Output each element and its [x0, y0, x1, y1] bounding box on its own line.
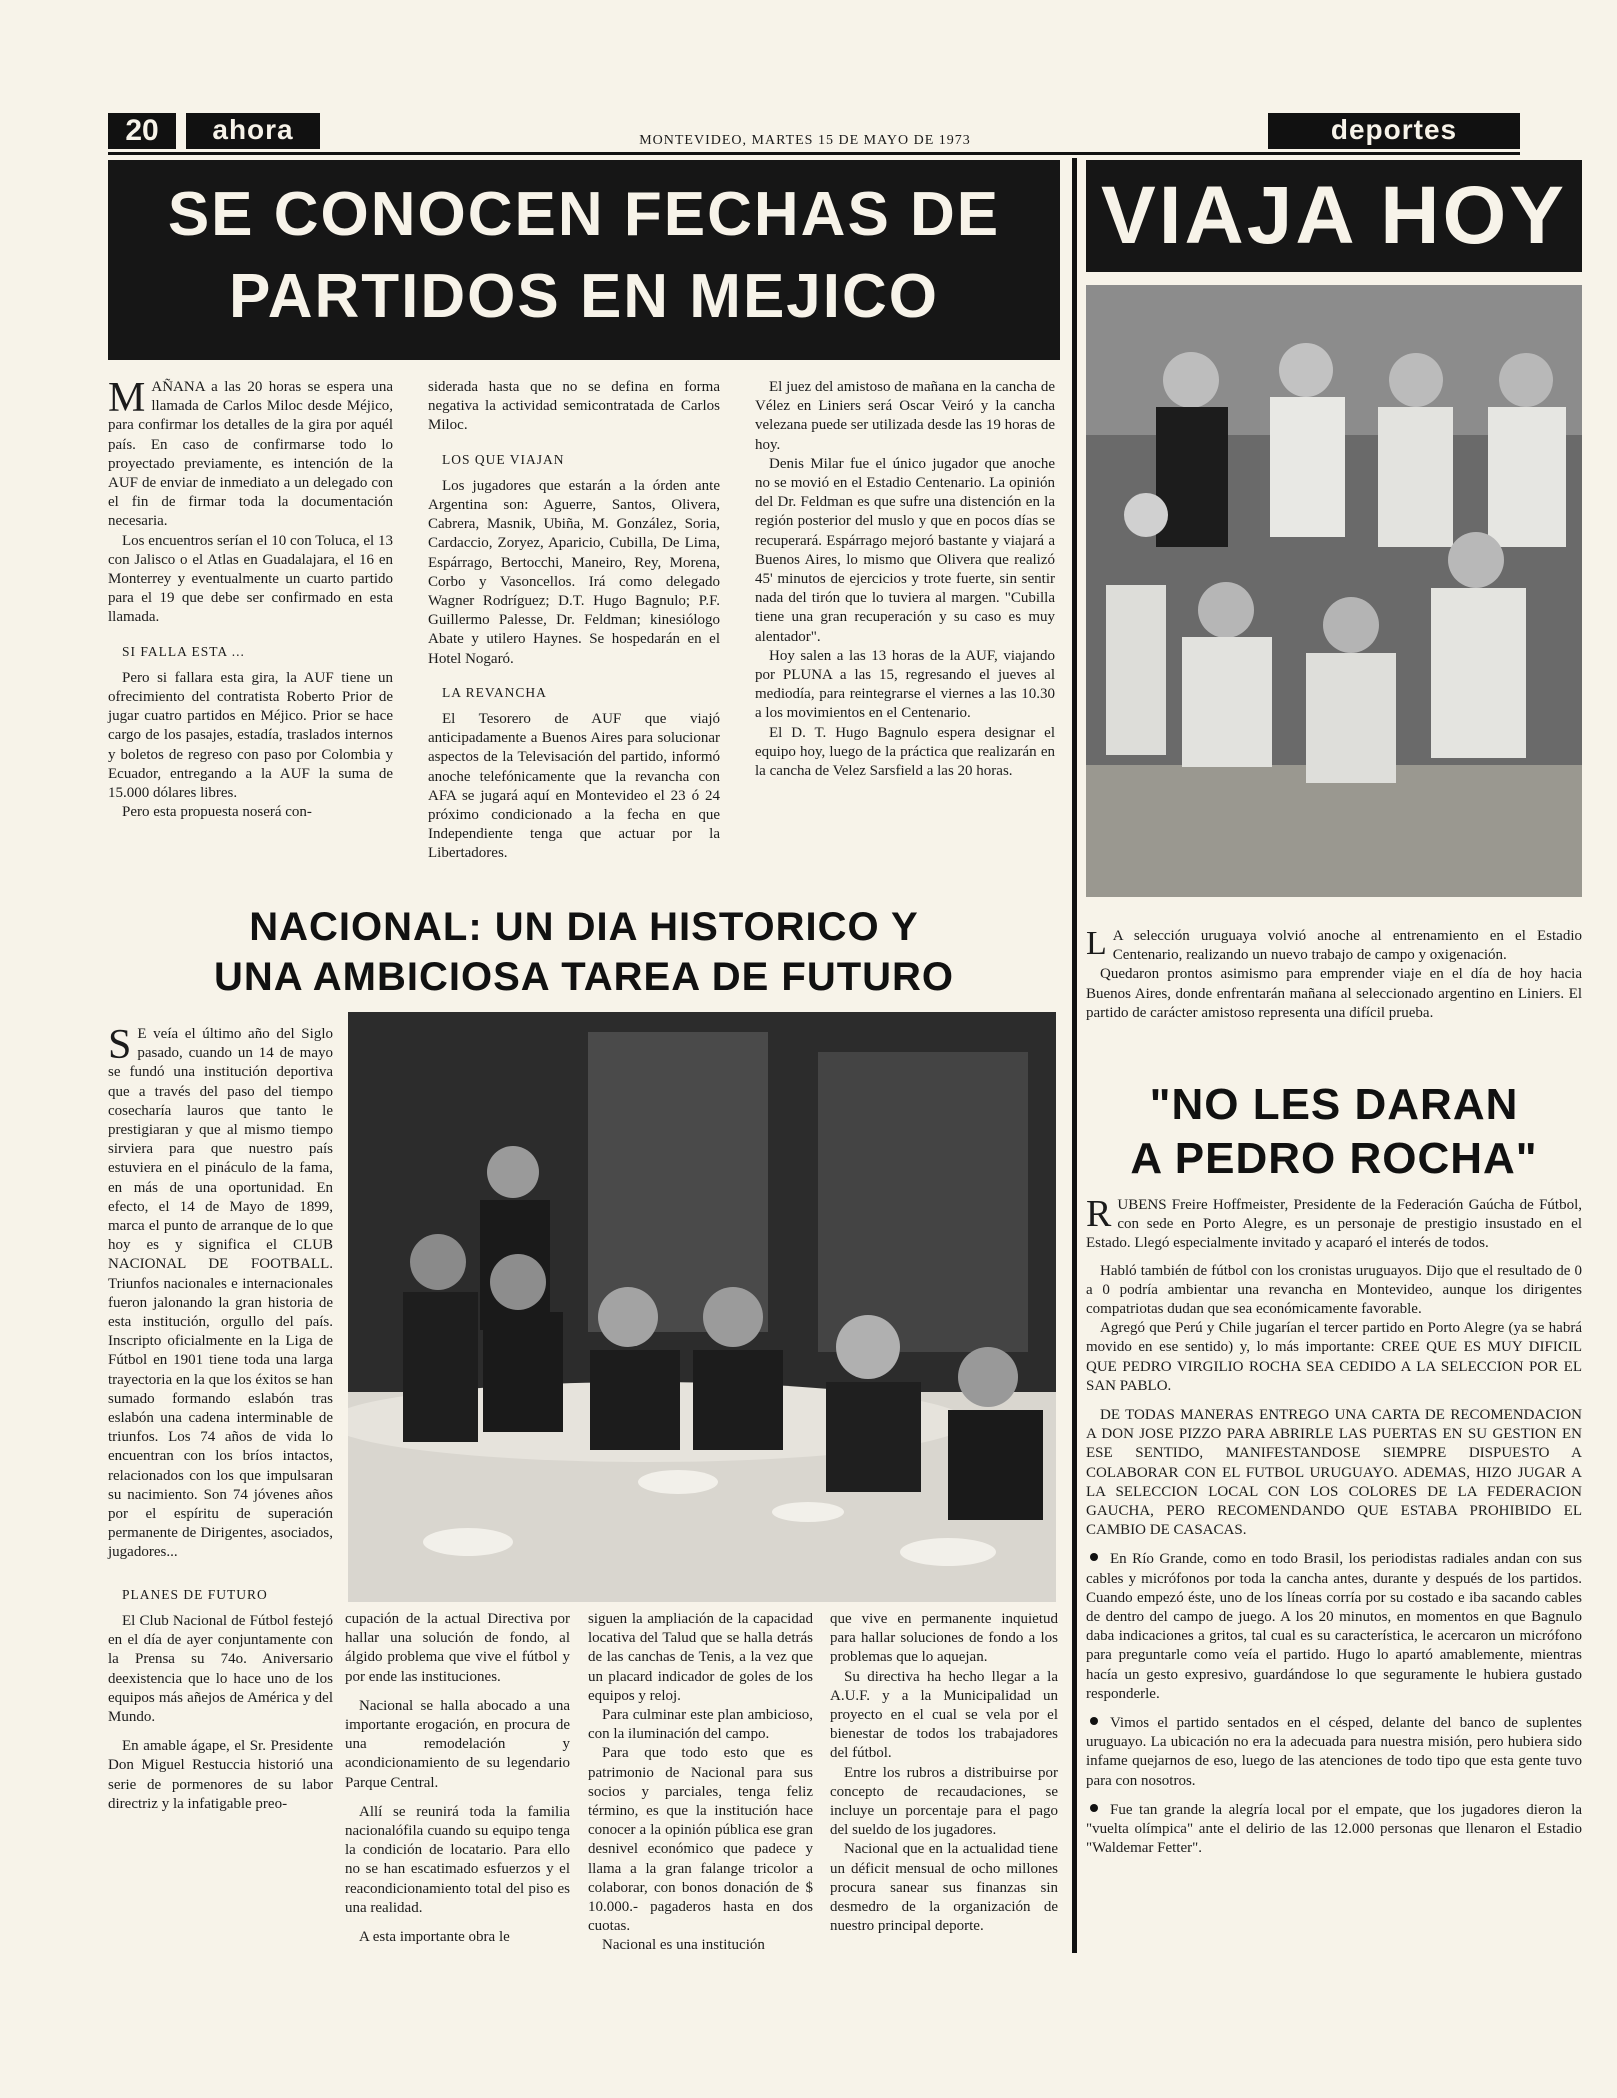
paragraph: En amable ágape, el Sr. Presidente Don Miguel Restuccia historió una serie de pormenores de su labor directriz y la infatigable preo- [108, 1738, 333, 1812]
mejico-column-1 [108, 375, 393, 822]
paragraph: AÑANA a las 20 horas se espera una llamada de Carlos Miloc desde Méjico, para confirmar los detalles de la gira por aquél país. En caso de confirmarse todo lo proyectado previamente, es intención de la AUF de enviar de inmediato a un delegado con el fin de firmar toda la documentación necesaria. [108, 379, 393, 530]
paragraph: Agregó que Perú y Chile jugarían el tercer partido en Porto Alegre (ya se habrá movido en ese sentido) y, lo más importante: CREE QUE ES MUY DIFICIL QUE PEDRO VIRGILIO ROCHA SEA CEDIDO A LA SELECCION POR EL SAN PABLO. [1086, 1320, 1582, 1394]
paragraph: Los jugadores que estarán a la órden ante Argentina son: Aguerre, Santos, Olivera, Cabrera, Masnik, Ubiña, M. González, Soria, Cardaccio, Zoryez, Aparicio, Cubilla, De Lima, Espárrago, Bertocchi, Maneiro, Rey, Morena, Corbo y Vasoncellos. Irá como delegado Wagner Rodríguez; D.T. Hugo Bagnulo; P.F. Guillermo Palesse, Dr. Feldman; kinesiólogo Abate y utilero Haynes. Se hospedarán en el Hotel Nogaró. [428, 477, 720, 667]
nacional-headline-line1: NACIONAL: UN DIA HISTORICO Y [249, 905, 919, 949]
paragraph: que vive en permanente inquietud para hallar soluciones de fondo a los problemas que lo aquejan. [830, 1611, 1058, 1666]
mejico-headline-line1: SE CONOCEN FECHAS DE [167, 180, 1001, 249]
drop-cap: S [108, 1022, 132, 1068]
paragraph: Habló también de fútbol con los cronistas uruguayos. Dijo que el resultado de 0 a 0 podría ambientar una revancha en Montevideo, aunque los dirigentes compatriotas dudan que sea económicamente favorable. [1086, 1262, 1582, 1318]
paragraph: El D. T. Hugo Bagnulo espera designar el equipo hoy, luego de la práctica que realizarán en la cancha de Velez Sarsfield a las 20 horas. [755, 724, 1055, 780]
bullet-text: Vimos el partido sentados en el césped, delante del banco de suplentes uruguayo. La ubicación no era la adecuada para nuestra misión, pero hubiera sido infame quejarnos de eso, luego de las atenciones de todo tipo que esta gente tuvo para con nosotros. [1086, 1715, 1582, 1789]
rocha-headline-line1: "NO LES DARAN [1149, 1080, 1519, 1129]
nacional-column-1 [108, 1022, 333, 1814]
subheading: LA REVANCHA [442, 684, 547, 700]
paragraph: Nacional que en la actualidad tiene un déficit mensual de ocho millones procura sanear sus finanzas sin desmedro de la organización de nuestro principal deporte. [830, 1841, 1058, 1935]
nacional-column-2 [345, 1610, 570, 1947]
bullet-icon [1090, 1717, 1098, 1725]
bullet-icon [1090, 1804, 1098, 1812]
section-label-right: deportes [1268, 113, 1520, 149]
paragraph: siguen la ampliación de la capacidad locativa del Talud que se halla detrás de las canchas de Tenis, a la vez que un placard indicador de goles de los equipos y reloj. [588, 1611, 813, 1704]
paragraph: El juez del amistoso de mañana en la cancha de Vélez en Liniers será Oscar Veiró y la cancha velezana puede ser utilizada desde las 19 horas de hoy. [755, 379, 1055, 453]
paragraph: Hoy salen a las 13 horas de la AUF, viajando por PLUNA a las 15, regresando el jueves al mediodía, para reintegrarse el viernes a las 10.30 a los movimientos en el Centenario. [755, 647, 1055, 722]
paragraph: Su directiva ha hecho llegar a la A.U.F. y a la Municipalidad un proyecto en el cual se vela por el bienestar de todos los trabajadores del fútbol. [830, 1668, 1058, 1762]
paragraph: Nacional se halla abocado a una importante erogación, en procura de una remodelación y acondicionamiento de su legendario Parque Central. [345, 1697, 570, 1791]
subheading: LOS QUE VIAJAN [442, 451, 565, 467]
bullet-item [1086, 1801, 1582, 1859]
mejico-headline [108, 160, 1060, 360]
rocha-headline-line2: A PEDRO ROCHA" [1130, 1134, 1538, 1183]
column-divider [1072, 158, 1077, 1953]
bullet-icon [1090, 1553, 1098, 1561]
paragraph: cupación de la actual Directiva por hallar una solución de fondo, al álgido problema que vive el fútbol y por ende las instituciones. [345, 1611, 570, 1685]
mejico-column-2 [428, 378, 720, 864]
section-label: ahora [186, 113, 320, 149]
nacional-column-3 [588, 1610, 813, 1956]
team-group-illustration [1086, 285, 1582, 897]
header-rule [108, 152, 1520, 155]
paragraph: Los encuentros serían el 10 con Toluca, el 13 con Jalisco o el Atlas en Guadalajara, el 16 en Monterrey y eventualmente un cuarto partido para el 19 que debe ser confirmado en esta llamada. [108, 532, 393, 626]
paragraph: siderada hasta que no se defina en forma negativa la actividad semicontratada de Carlos Miloc. [428, 379, 720, 434]
dinner-scene-illustration [348, 1012, 1056, 1602]
paragraph: DE TODAS MANERAS ENTREGO UNA CARTA DE RECOMENDACION A DON JOSE PIZZO PARA ABRIRLE LAS PUERTAS EN SU GESTION EN ESE SENTIDO, MANIFESTANDOSE SIEMPRE DISPUESTO A COLABORAR CON EL FUTBOL URUGUAYO. ADEMAS, HIZO JUGAR A LA SELECCION LOCAL CON LOS COLORES DE LA FEDERACION GAUCHA, PERO RECOMENDANDO QUE ESTABA PROHIBIDO EL CAMBIO DE CASACAS. [1086, 1407, 1582, 1539]
drop-cap: M [108, 375, 146, 421]
paragraph: UBENS Freire Hoffmeister, Presidente de la Federación Gaúcha de Fútbol, con sede en Porto Alegre, es un personaje de prestigio insustado en el Estado. Llegó especialmente invitado y acaparó el interés de todos. [1086, 1197, 1582, 1252]
paragraph: E veía el último año del Siglo pasado, cuando un 14 de mayo se fundó una institución deportiva que a través del paso del tiempo cosecharía lauros que tanto le prestigiaran y que al mismo tiempo sirviera para que nuestro país estuviera en el pináculo de la fama, en más de una oportunidad. En efecto, el 14 de Mayo de 1899, marca el punto de arranque de lo que hoy es y significa el CLUB NACIONAL DE FOOTBALL. Triunfos nacionales e internacionales fueron jalonando la gran historia de esta institución, orgullo del país. Inscripto oficialmente en la Liga de Fútbol en 1901 tiene toda una larga trayectoria en la que los éxitos se han sumado formando eslabón tras eslabón una cadena interminable de triunfos. Los 74 años de vida lo encuentran con los bríos intactos, relacionados con los que impulsaran su nacimiento. Son 74 jóvenes años por el espíritu de superación permanente de Dirigentes, asociados, jugadores... [108, 1026, 333, 1561]
paragraph: Para que todo esto que es patrimonio de Nacional para sus socios y parciales, tenga feliz término, es que la institución hace conocer a la opinión pública ese gran desnivel económico que padece y llama a la gran falange tricolor a colaborar, con bonos donación de $ 10.000.- pagaderos hasta en dos cuotas. [588, 1745, 813, 1935]
nacional-anniversary-photo [348, 1012, 1056, 1602]
drop-cap: R [1086, 1193, 1112, 1235]
mejico-headline-line2: PARTIDOS EN MEJICO [228, 262, 940, 331]
paragraph: A selección uruguaya volvió anoche al entrenamiento en el Estadio Centenario, realizando un nuevo trabajo de campo y oxigenación. [1112, 928, 1582, 964]
rocha-headline [1086, 1078, 1582, 1186]
paragraph: Quedaron prontos asimismo para emprender viaje en el día de hoy hacia Buenos Aires, donde enfrentarán mañana al seleccionado argentino en Liniers. El partido de carácter amistoso representa una difícil prueba. [1086, 966, 1582, 1021]
mejico-column-3 [755, 378, 1055, 781]
rocha-article [1086, 1193, 1582, 1859]
paragraph: El Club Nacional de Fútbol festejó en el día de ayer conjuntamente con la Prensa su 74o. Aniversario deexistencia que lo hace uno de los equipos más añejos de América y del Mundo. [108, 1612, 333, 1725]
subheading: SI FALLA ESTA ... [122, 643, 245, 659]
bullet-item [1086, 1714, 1582, 1791]
paragraph: El Tesorero de AUF que viajó anticipadamente a Buenos Aires para solucionar aspectos de la Televisación del partido, informó anoche telefónicamente que la revancha con AFA se jugará aquí en Montevideo el 23 ó 24 próximo condicionado a la fecha en que Independiente tenga que actuar por la Libertadores. [428, 711, 720, 862]
paragraph: Denis Milar fue el único jugador que anoche no se movió en el Estadio Centenario. La opinión del Dr. Feldman es que sufre una distención en la región posterior del muslo y que en pocos días se recuperará. Espárrago mejoró bastante y viajará a Buenos Aires, lo mismo que Olivera que realizó 45' minutos de ejercicios y trote fuerte, sin sentir nada del tirón que lo tuviera al margen. "Cubilla tiene una gran recuperación y su caso es muy alentador". [755, 455, 1055, 645]
paragraph: Entre los rubros a distribuirse por concepto de recaudaciones, se incluye un porcentaje para el pago del sueldo de los jugadores. [830, 1764, 1058, 1839]
bullet-text: En Río Grande, como en todo Brasil, los periodistas radiales andan con sus cables y micrófonos por toda la cancha antes, durante y después de los partidos. Cuando empezó éste, uno de los líneas corría por su costado e iba sacando cables de dentro del campo de juego. A los 20 minutos, en momentos en que Bagnulo daba indicaciones a gritos, tal cual es su característica, le acercaron un micrófono para preguntarle como veía el partido. Hugo lo apartó amablemente, mientras hacía un gesto expresivo, guardándose lo que seguramente le hubiera gustado responderle. [1086, 1551, 1582, 1702]
page-number: 20 [108, 113, 176, 149]
nacional-headline [108, 902, 1060, 1002]
paragraph: Allí se reunirá toda la familia nacionalófila cuando su equipo tenga la condición de locatario. Para ello no se han escatimado esfuerzos y el reacondicionamiento total del piso es una realidad. [345, 1803, 570, 1916]
nacional-headline-line2: UNA AMBICIOSA TAREA DE FUTURO [213, 955, 955, 999]
subheading: PLANES DE FUTURO [122, 1586, 268, 1602]
nacional-column-4 [830, 1610, 1058, 1936]
viaja-headline: VIAJA HOY [1086, 160, 1582, 272]
viaja-article [1086, 927, 1582, 1023]
paragraph: A esta importante obra le [359, 1929, 510, 1946]
bullet-item [1086, 1550, 1582, 1704]
paragraph: Pero si fallara esta gira, la AUF tiene un ofrecimiento del contratista Roberto Prior de jugar cuatro partidos en Méjico. Prior se hace cargo de los pasajes, estadía, traslados internos y boletos de regreso con paso por Colombia y Ecuador, entregando a la AUF la suma de 15.000 dólares libres. [108, 669, 393, 802]
paragraph: Nacional es una institución [602, 1937, 765, 1954]
bullet-text: Fue tan grande la alegría local por el empate, que los jugadores dieron la "vuelta olímpica" ante el delirio de las 12.000 personas que llenaron el Estadio "Waldemar Fetter". [1086, 1801, 1582, 1857]
dateline: MONTEVIDEO, MARTES 15 DE MAYO DE 1973 [639, 133, 971, 148]
drop-cap: L [1086, 925, 1107, 962]
paragraph: Pero esta propuesta noserá con- [122, 804, 312, 821]
uruguay-team-photo [1086, 285, 1582, 897]
paragraph: Para culminar este plan ambicioso, con la iluminación del campo. [588, 1707, 813, 1743]
